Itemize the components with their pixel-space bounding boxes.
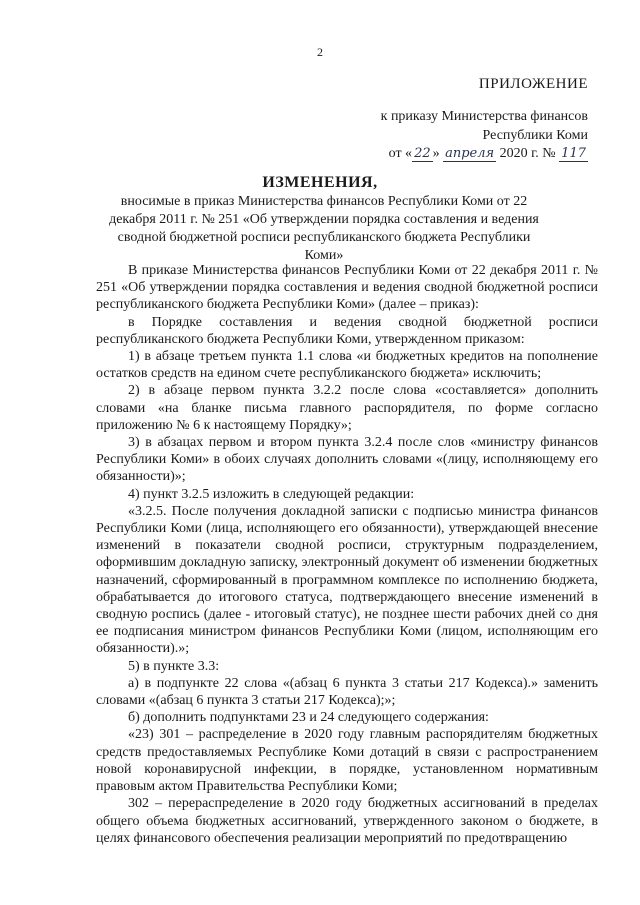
paragraph: 2) в абзаце первом пункта 3.2.2 после слова «составляется» дополнить словами «на бланке письма главного распорядителя, по форме согласно приложению № 6 к настоящему Порядку»; (96, 383, 598, 433)
paragraph: в Порядке составления и ведения сводной бюджетной росписи республиканского бюджета Республики Коми, утвержденном приказом: (96, 314, 598, 347)
paragraph: 302 – перераспределение в 2020 году бюджетных ассигнований в пределах общего объема бюджетных ассигнований, утвержденного законом о бюджете, в целях финансового обеспечения реализации мероприятий по предотвращению (96, 796, 598, 846)
document-body (96, 262, 598, 847)
paragraph: 1) в абзаце третьем пункта 1.1 слова «и бюджетных кредитов на пополнение остатков средств на едином счете республиканского бюджета» исключить; (96, 349, 598, 382)
order-date-line (389, 146, 588, 162)
order-reference-line-1: к приказу Министерства финансов (380, 109, 588, 124)
paragraph: 5) в пункте 3.3: (128, 658, 220, 674)
order-number-handwritten: 117 (561, 146, 586, 161)
paragraph: б) дополнить подпунктами 23 и 24 следующего содержания: (128, 710, 489, 726)
order-number-field (559, 147, 588, 162)
paragraph: В приказе Министерства финансов Республики Коми от 22 декабря 2011 г. № 251 «Об утверждении порядка составления и ведения сводной бюджетной росписи республиканского бюджета Республики Коми» (далее – приказ): (96, 263, 598, 313)
date-prefix: от « (388, 146, 413, 161)
date-day-field (412, 147, 433, 162)
order-reference-line-2: Республики Коми (482, 128, 588, 143)
page-number: 2 (317, 45, 323, 59)
date-month-field (443, 147, 496, 162)
paragraph: 3) в абзацах первом и втором пункта 3.2.4 после слов «министру финансов Республики Коми» в обоих случаях дополнить словами «(лицу, исполняющему его обязанности)»; (96, 435, 598, 485)
date-day-handwritten: 22 (414, 146, 431, 161)
appendix-label: ПРИЛОЖЕНИЕ (478, 76, 588, 92)
paragraph: а) в подпункте 22 слова «(абзац 6 пункта 3 статьи 217 Кодекса).» заменить словами «(абзац 6 пункта 3 статьи 217 Кодекса);»; (96, 675, 598, 709)
date-month-handwritten: апреля (445, 146, 495, 161)
paragraph: 4) пункт 3.2.5 изложить в следующей редакции: (128, 486, 415, 502)
paragraph: «23) 301 – распределение в 2020 году главным распорядителям бюджетных средств предоставляемых Республике Коми дотаций в связи с распространением новой коронавирусной инфекции, в порядке, установленном нормативным правовым актом Правительства Республики Коми; (96, 727, 598, 795)
date-mid: » (432, 146, 440, 161)
date-year: 2020 г. № (499, 146, 556, 161)
paragraph: «3.2.5. После получения докладной записки с подписью министра финансов Республики Коми (лица, исполняющего его обязанности), утверждающей внесение изменений в показатели сводной росписи, структурным подразделением, оформившим докладную записку, электронный документ об изменении бюджетных назначений, сформированный в программном комплексе по исполнению бюджета, обрабатывается до итогового статуса, подтверждающего внесение изменений в сводную роспись (далее - итоговый статус), не позднее шести рабочих дней со дня ее подписания министром финансов Республики Коми (лицом, исполняющим его обязанности).»; (96, 503, 598, 657)
document-title: ИЗМЕНЕНИЯ, (262, 174, 378, 191)
document-subtitle: вносимые в приказ Министерства финансов Республики Коми от 22 декабря 2011 г. № 251 «Об утверждении порядка составления и ведения сводной бюджетной росписи республиканского бюджета Республики Коми» (109, 194, 539, 263)
